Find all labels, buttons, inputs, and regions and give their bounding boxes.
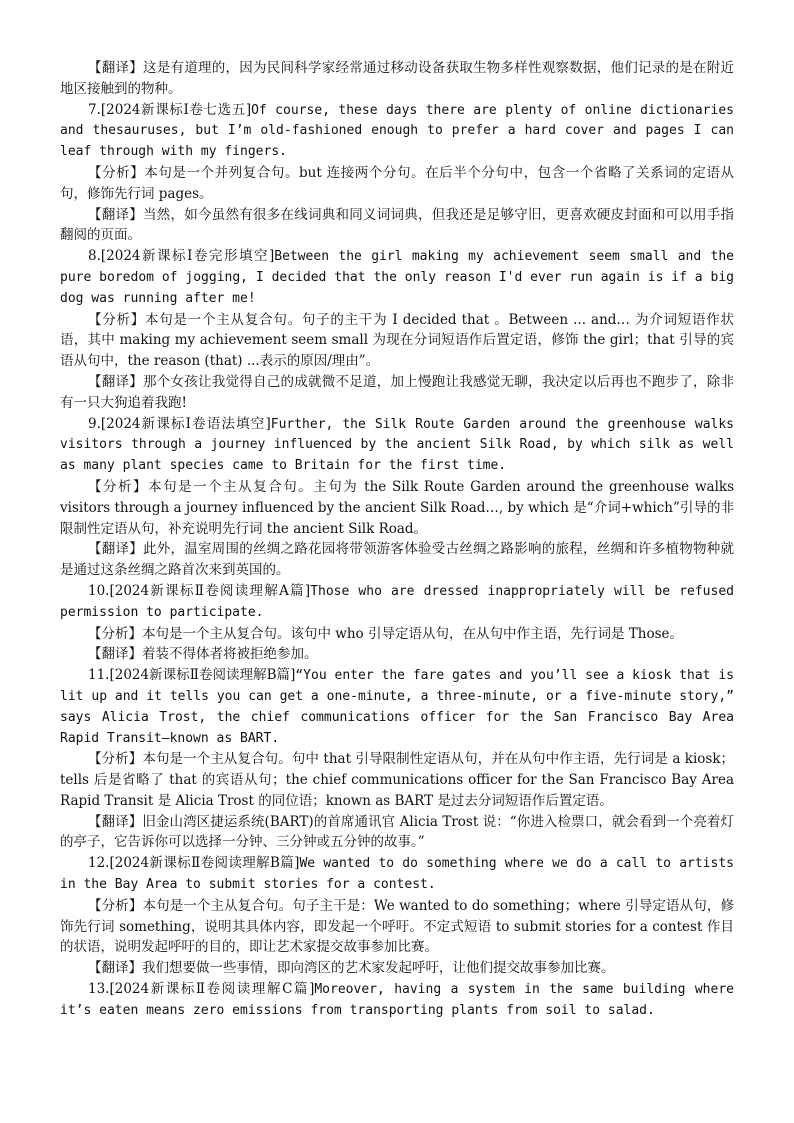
analysis-paragraph bbox=[60, 163, 734, 205]
analysis-tag: 【分析】 bbox=[88, 164, 145, 181]
translation-tag: 【翻译】 bbox=[88, 541, 143, 558]
item-source: [2024新课标Ⅰ卷语法填空] bbox=[100, 415, 271, 432]
question-sentence bbox=[60, 853, 734, 896]
item-text: Moreover, having a system in the same building where it’s eaten means zero emissions from transporting plants from soil to salad. bbox=[60, 982, 734, 1018]
translation-tag: 【翻译】 bbox=[88, 60, 143, 76]
question-sentence bbox=[60, 979, 734, 1022]
translation-text: 着装不得体者将被拒绝参加。 bbox=[142, 646, 318, 663]
item-source: [2024新课标Ⅱ卷阅读理解C篇] bbox=[109, 981, 315, 998]
translation-text: 这是有道理的，因为民间科学家经常通过移动设备获取生物多样性观察数据，他们记录的是在附近地区接触到的物种。 bbox=[60, 60, 734, 97]
analysis-tag: 【分析】 bbox=[88, 897, 143, 914]
analysis-paragraph bbox=[60, 624, 734, 645]
translation-tag: 【翻译】 bbox=[88, 373, 143, 390]
question-sentence bbox=[60, 246, 734, 309]
translation-paragraph bbox=[60, 958, 734, 979]
question-sentence bbox=[60, 581, 734, 624]
translation-text: 当然，如今虽然有很多在线词典和同义词词典，但我还是足够守旧，更喜欢硬皮封面和可以用手指翻阅的页面。 bbox=[60, 206, 734, 244]
question-sentence bbox=[60, 100, 734, 163]
item-text: “You enter the fare gates and you’ll see a kiosk that is lit up and it tells you can get a one-minute, a three-minute, or a five-minute story,” says Alicia Trost, the chief communications officer for the San Francisco Bay Area Rapid Transit—known as BART. bbox=[60, 668, 734, 746]
translation-text: 旧金山湾区捷运系统(BART)的首席通讯官 Alicia Trost 说：“你进入检票口，就会看到一个亮着灯的亭子，它告诉你可以选择一分钟、三分钟或五分钟的故事。” bbox=[60, 813, 734, 851]
item-source: [2024新课标Ⅱ卷阅读理解B篇] bbox=[109, 667, 296, 684]
analysis-text: 本句是一个主从复合句。句子的主干为 I decided that 。Between ... and… 为介词短语作状语，其中 making my achievement seem small 为现在分词短语作后置定语，修饰 the girl；that 引导的宾语从句中，the reason (that) ...表示的原因/理由”。 bbox=[60, 311, 735, 370]
item-number: 12. bbox=[88, 855, 110, 872]
item-text: Between the girl making my achievement seem small and the pure boredom of jogging, I decided that the only reason I'd ever run again is if a big dog was running after me! bbox=[60, 249, 734, 306]
item-source: [2024新课标Ⅰ卷完形填空] bbox=[100, 248, 275, 265]
analysis-tag: 【分析】 bbox=[88, 625, 142, 642]
question-sentence bbox=[60, 665, 734, 749]
analysis-tag: 【分析】 bbox=[88, 751, 143, 768]
analysis-text: 本句是一个主从复合句。该句中 who 引导定语从句，在从句中作主语，先行词是 Those。 bbox=[142, 625, 683, 642]
item-number: 9. bbox=[88, 415, 101, 432]
translation-text: 我们想要做一些事情，即向湾区的艺术家发起呼吁，让他们提交故事参加比赛。 bbox=[142, 960, 615, 977]
item-text: Of course, these days there are plenty of online dictionaries and thesauruses, but I’m old-fashioned enough to prefer a hard cover and pages I can leaf through with my fingers. bbox=[60, 102, 734, 160]
item-text: Further, the Silk Route Garden around the greenhouse walks visitors through a journey influenced by the ancient Silk Road, by which silk as well as many plant species came to Britain for the first time. bbox=[60, 416, 734, 474]
item-source: [2024新课标Ⅱ卷阅读理解A篇] bbox=[109, 582, 311, 599]
translation-tag: 【翻译】 bbox=[88, 960, 142, 977]
item-number: 11. bbox=[88, 667, 110, 684]
analysis-text: 本句是一个主从复合句。句子主干是：We wanted to do something；where 引导定语从句，修饰先行词 something，说明其具体内容，即发起一个呼吁。不定式短语 to submit stories for a contest 作目的状语，说明发起呼吁的目的，即让艺术家提交故事参加比赛。 bbox=[60, 897, 735, 956]
translation-paragraph bbox=[60, 539, 734, 581]
translation-paragraph bbox=[60, 812, 734, 854]
analysis-paragraph bbox=[60, 749, 734, 811]
translation-paragraph bbox=[60, 58, 734, 100]
item-number: 8. bbox=[88, 248, 101, 265]
translation-text: 那个女孩让我觉得自己的成就微不足道，加上慢跑让我感觉无聊，我决定以后再也不跑步了，除非有一只大狗追着我跑! bbox=[60, 373, 734, 411]
item-source: [2024新课标Ⅰ卷七选五] bbox=[100, 101, 252, 118]
analysis-paragraph bbox=[60, 896, 734, 958]
translation-tag: 【翻译】 bbox=[88, 646, 142, 663]
translation-paragraph bbox=[60, 644, 734, 665]
analysis-text: 本句是一个主从复合句。主句为 the Silk Route Garden around the greenhouse walks visitors through a journey influenced by the ancient Silk Road…, by which 是“介词+which”引导的非限制性定语从句，补充说明先行词 the ancient Silk Road。 bbox=[60, 478, 734, 537]
analysis-paragraph bbox=[60, 477, 734, 539]
translation-tag: 【翻译】 bbox=[88, 206, 143, 223]
item-number: 13. bbox=[88, 981, 110, 998]
translation-paragraph bbox=[60, 372, 734, 414]
question-sentence bbox=[60, 414, 734, 477]
item-number: 10. bbox=[88, 582, 110, 599]
analysis-paragraph bbox=[60, 310, 734, 372]
item-number: 7. bbox=[88, 101, 101, 118]
translation-text: 此外，温室周围的丝绸之路花园将带领游客体验受古丝绸之路影响的旅程，丝绸和许多植物物种就是通过这条丝绸之路首次来到英国的。 bbox=[60, 541, 734, 579]
analysis-text: 本句是一个主从复合句。句中 that 引导限制性定语从句，并在从句中作主语，先行词是 a kiosk；tells 后是省略了 that 的宾语从句；the chief communications officer for the San Francisco Bay Area Rapid Transit 是 Alicia Trost 的同位语；known as BART 是过去分词短语作后置定语。 bbox=[60, 751, 734, 809]
translation-tag: 【翻译】 bbox=[88, 813, 143, 830]
translation-paragraph bbox=[60, 205, 734, 247]
analysis-tag: 【分析】 bbox=[88, 311, 146, 328]
analysis-text: 本句是一个并列复合句。but 连接两个分句。在后半个分句中，包含一个省略了关系词的定语从句，修饰先行词 pages。 bbox=[60, 164, 735, 202]
analysis-tag: 【分析】 bbox=[88, 478, 149, 495]
item-text: Those who are dressed inappropriately will be refused permission to participate. bbox=[60, 583, 734, 620]
item-text: We wanted to do something where we do a call to artists in the Bay Area to submit stories for a contest. bbox=[60, 856, 734, 893]
item-source: [2024新课标Ⅱ卷阅读理解B篇] bbox=[109, 855, 300, 872]
